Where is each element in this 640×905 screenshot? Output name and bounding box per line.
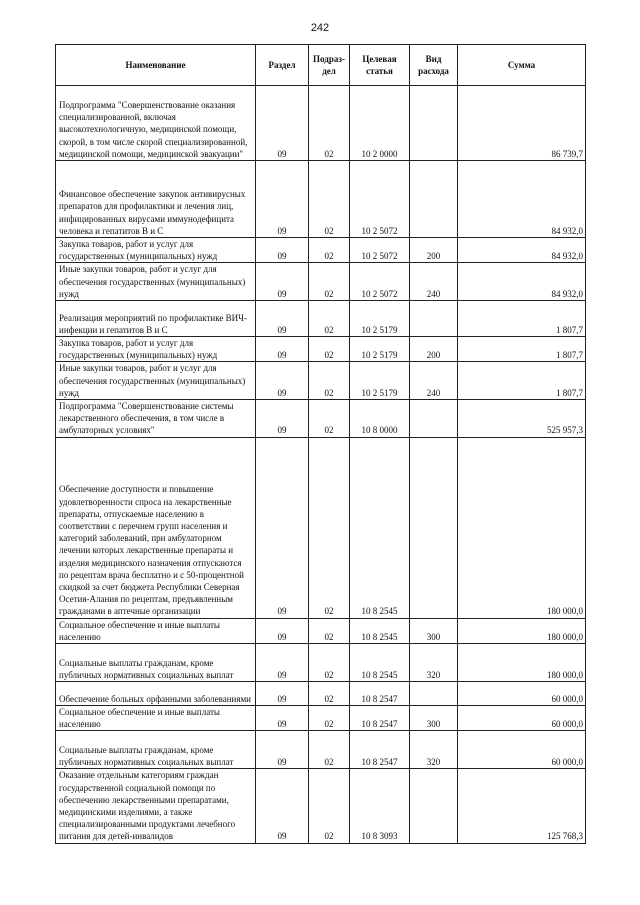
table-row — [56, 437, 586, 618]
row-expense: 300 — [410, 618, 458, 643]
header-sum: Сумма — [458, 45, 586, 86]
row-section: 09 — [256, 644, 309, 682]
row-target: 10 2 5179 — [350, 362, 410, 400]
row-target: 10 2 5072 — [350, 238, 410, 263]
header-expense: Вид расхода — [410, 45, 458, 86]
table-row — [56, 263, 586, 301]
table-row — [56, 238, 586, 263]
row-name: Закупка товаров, работ и услуг для государственных (муниципальных) нужд — [56, 337, 256, 362]
row-expense — [410, 301, 458, 337]
row-expense: 200 — [410, 337, 458, 362]
row-name: Социальные выплаты гражданам, кроме публичных нормативных социальных выплат — [56, 644, 256, 682]
row-expense — [410, 161, 458, 238]
row-sum: 180 000,0 — [458, 618, 586, 643]
table-row — [56, 731, 586, 769]
row-sum: 86 739,7 — [458, 86, 586, 161]
header-row — [56, 45, 586, 86]
row-sum: 84 932,0 — [458, 238, 586, 263]
row-name: Оказание отдельным категориям граждан государственной социальной помощи по обеспечению лекарственными препаратами, медицинскими изделиями, а также специализированными продуктами лечебного питания для детей-инвалидов — [56, 769, 256, 843]
row-subsection: 02 — [309, 337, 350, 362]
row-sum: 1 807,7 — [458, 337, 586, 362]
row-target: 10 2 0000 — [350, 86, 410, 161]
row-target: 10 8 2545 — [350, 437, 410, 618]
table-row — [56, 400, 586, 438]
row-section: 09 — [256, 238, 309, 263]
row-subsection: 02 — [309, 769, 350, 843]
row-sum: 125 768,3 — [458, 769, 586, 843]
row-name: Иные закупки товаров, работ и услуг для обеспечения государственных (муниципальных) нужд — [56, 263, 256, 301]
row-target: 10 8 2545 — [350, 644, 410, 682]
row-expense — [410, 400, 458, 438]
row-section: 09 — [256, 769, 309, 843]
header-target: Целевая статья — [350, 45, 410, 86]
row-sum: 84 932,0 — [458, 161, 586, 238]
row-subsection: 02 — [309, 238, 350, 263]
table-row — [56, 362, 586, 400]
header-section: Раздел — [256, 45, 309, 86]
row-section: 09 — [256, 618, 309, 643]
row-target: 10 8 3093 — [350, 769, 410, 843]
row-target: 10 2 5179 — [350, 337, 410, 362]
row-subsection: 02 — [309, 731, 350, 769]
row-sum: 180 000,0 — [458, 437, 586, 618]
row-section: 09 — [256, 337, 309, 362]
row-section: 09 — [256, 86, 309, 161]
table-row — [56, 769, 586, 843]
row-expense: 320 — [410, 644, 458, 682]
table-row — [56, 706, 586, 731]
row-expense — [410, 437, 458, 618]
row-sum: 60 000,0 — [458, 731, 586, 769]
row-name: Закупка товаров, работ и услуг для государственных (муниципальных) нужд — [56, 238, 256, 263]
row-subsection: 02 — [309, 362, 350, 400]
row-section: 09 — [256, 161, 309, 238]
row-section: 09 — [256, 263, 309, 301]
row-section: 09 — [256, 706, 309, 731]
row-subsection: 02 — [309, 437, 350, 618]
table-row — [56, 644, 586, 682]
row-target: 10 8 2545 — [350, 618, 410, 643]
row-sum: 84 932,0 — [458, 263, 586, 301]
row-section: 09 — [256, 437, 309, 618]
row-name: Обеспечение больных орфанными заболеваниями — [56, 682, 256, 706]
table-row — [56, 618, 586, 643]
row-name: Иные закупки товаров, работ и услуг для обеспечения государственных (муниципальных) нужд — [56, 362, 256, 400]
row-sum: 525 957,3 — [458, 400, 586, 438]
row-expense — [410, 769, 458, 843]
row-section: 09 — [256, 731, 309, 769]
row-target: 10 8 2547 — [350, 731, 410, 769]
table-row — [56, 86, 586, 161]
row-section: 09 — [256, 362, 309, 400]
table-row — [56, 161, 586, 238]
table-row — [56, 682, 586, 706]
page-number: 242 — [310, 22, 330, 34]
row-target: 10 2 5072 — [350, 161, 410, 238]
row-sum: 180 000,0 — [458, 644, 586, 682]
row-expense: 200 — [410, 238, 458, 263]
row-section: 09 — [256, 301, 309, 337]
row-expense: 240 — [410, 263, 458, 301]
header-subsection: Подраз-дел — [309, 45, 350, 86]
row-subsection: 02 — [309, 618, 350, 643]
row-sum: 60 000,0 — [458, 706, 586, 731]
row-subsection: 02 — [309, 706, 350, 731]
row-expense: 300 — [410, 706, 458, 731]
row-target: 10 8 0000 — [350, 400, 410, 438]
row-name: Подпрограмма "Совершенствование системы лекарственного обеспечения, в том числе в амбулаторных условиях" — [56, 400, 256, 438]
row-subsection: 02 — [309, 644, 350, 682]
row-subsection: 02 — [309, 263, 350, 301]
row-expense: 240 — [410, 362, 458, 400]
row-sum: 1 807,7 — [458, 301, 586, 337]
row-section: 09 — [256, 400, 309, 438]
row-section: 09 — [256, 682, 309, 706]
row-name: Подпрограмма "Совершенствование оказания специализированной, включая высокотехнологичную, медицинской помощи, скорой, в том числе скорой специализированной, медицинской помощи, медицинской эвакуации" — [56, 86, 256, 161]
table-row — [56, 337, 586, 362]
header-name: Наименование — [56, 45, 256, 86]
row-subsection: 02 — [309, 301, 350, 337]
budget-table — [55, 44, 586, 844]
row-target: 10 2 5179 — [350, 301, 410, 337]
row-target: 10 8 2547 — [350, 682, 410, 706]
row-subsection: 02 — [309, 161, 350, 238]
row-sum: 1 807,7 — [458, 362, 586, 400]
row-sum: 60 000,0 — [458, 682, 586, 706]
row-name: Реализация мероприятий по профилактике ВИЧ-инфекции и гепатитов В и С — [56, 301, 256, 337]
row-name: Финансовое обеспечение закупок антивирусных препаратов для профилактики и лечения лиц, инфицированных вирусами иммунодефицита человека и гепатитов В и С — [56, 161, 256, 238]
row-name: Обеспечение доступности и повышение удовлетворенности спроса на лекарственные препараты, отпускаемые населению в соответствии с перечнем групп населения и категорий заболеваний, при амбулаторном лечении которых лекарственные препараты и изделия медицинского назначения отпускаются по рецептам врача бесплатно и с 50-процентной скидкой за счет бюджета Республики Северная Осетия-Алания по рецептам, предъявленным гражданами в аптечные организации — [56, 437, 256, 618]
row-subsection: 02 — [309, 682, 350, 706]
row-expense — [410, 682, 458, 706]
row-target: 10 2 5072 — [350, 263, 410, 301]
row-subsection: 02 — [309, 86, 350, 161]
table-row — [56, 301, 586, 337]
row-name: Социальное обеспечение и иные выплаты населению — [56, 706, 256, 731]
row-subsection: 02 — [309, 400, 350, 438]
row-name: Социальные выплаты гражданам, кроме публичных нормативных социальных выплат — [56, 731, 256, 769]
row-target: 10 8 2547 — [350, 706, 410, 731]
row-expense — [410, 86, 458, 161]
row-expense: 320 — [410, 731, 458, 769]
row-name: Социальное обеспечение и иные выплаты населению — [56, 618, 256, 643]
